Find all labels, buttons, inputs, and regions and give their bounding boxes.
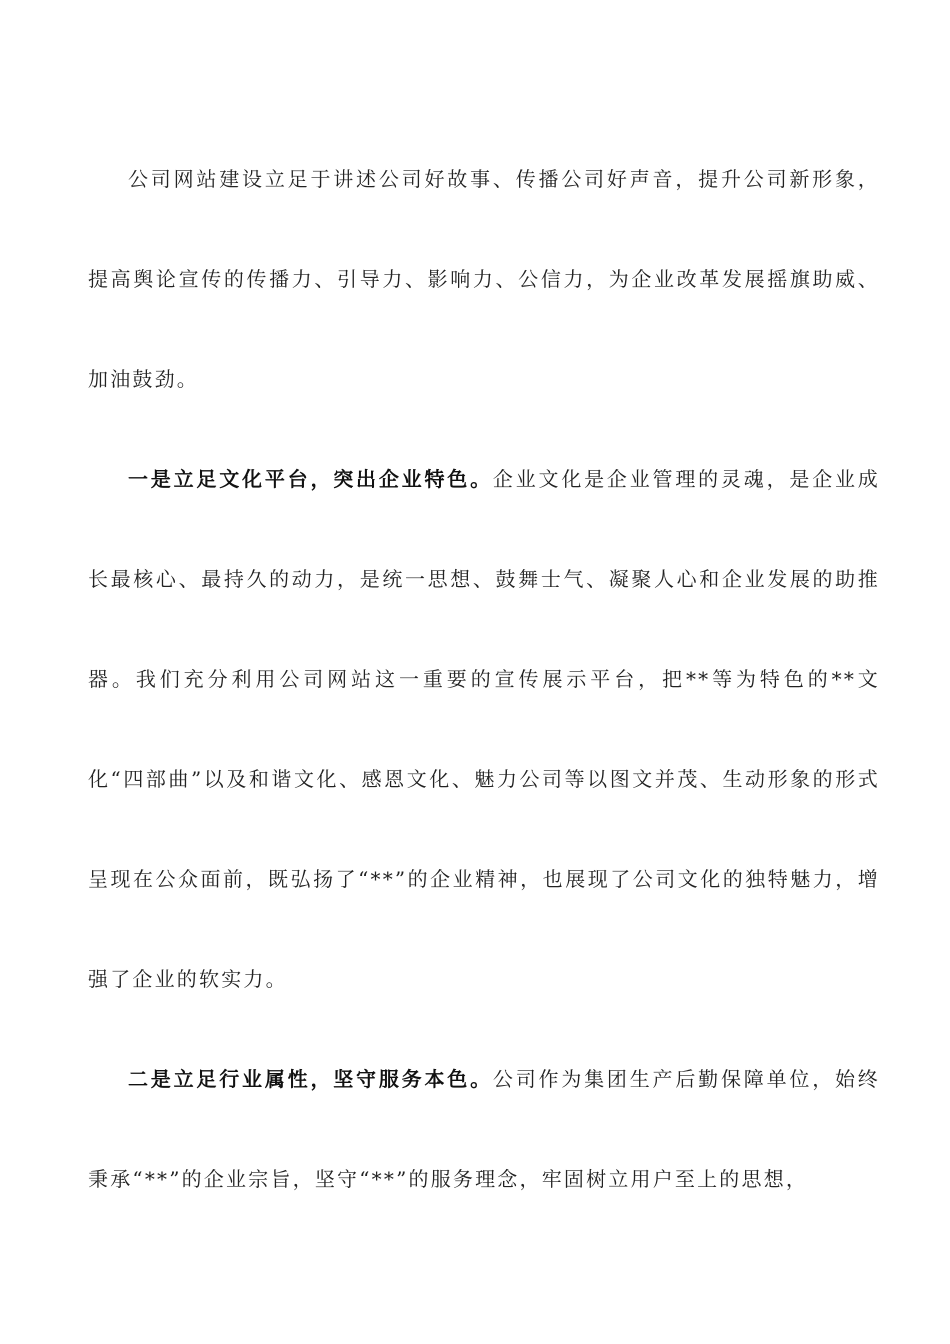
paragraph-industry-attribute bbox=[88, 1029, 880, 1229]
paragraph-text: 公司作为集团生产后勤保障单位，始终秉承“**”的企业宗旨，坚守“**”的服务理念，牢固树立用户至上的思想， bbox=[88, 1067, 881, 1191]
paragraph-intro bbox=[88, 129, 880, 429]
paragraph-text: 企业文化是企业管理的灵魂，是企业成长最核心、最持久的动力，是统一思想、鼓舞士气、凝聚人心和企业发展的助推器。我们充分利用公司网站这一重要的宣传展示平台，把**等为特色的**文化“四部曲”以及和谐文化、感恩文化、魅力公司等以图文并茂、生动形象的形式呈现在公众面前，既弘扬了“**”的企业精神，也展现了公司文化的独特魅力，增强了企业的软实力。 bbox=[88, 467, 881, 991]
paragraph-text: 公司网站建设立足于讲述公司好故事、传播公司好声音，提升公司新形象，提高舆论宣传的传播力、引导力、影响力、公信力，为企业改革发展摇旗助威、加油鼓劲。 bbox=[88, 167, 880, 391]
document-body bbox=[88, 129, 880, 1229]
paragraph-culture-platform bbox=[88, 429, 880, 1029]
paragraph-lead: 一是立足文化平台，突出企业特色。 bbox=[128, 467, 493, 491]
paragraph-lead: 二是立足行业属性，坚守服务本色。 bbox=[128, 1067, 493, 1091]
